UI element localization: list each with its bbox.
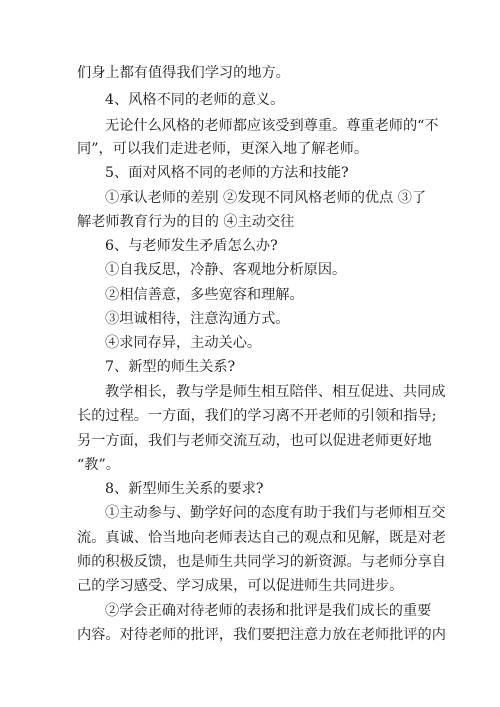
section-heading: 6、与老师发生矛盾怎么办? <box>105 238 278 254</box>
list-item: ③坦诚相待，注意沟通方式。 <box>105 311 290 327</box>
section-heading: 8、新型师生关系的要求? <box>105 481 264 497</box>
section-heading: 5、面对风格不同的老师的方法和技能? <box>105 165 349 181</box>
list-item: ②相信善意，多些宽容和理解。 <box>105 287 304 303</box>
text-line: ①主动参与、勤学好问的态度有助于我们与老师相互交 <box>105 505 446 521</box>
text-line: 无论什么风格的老师都应该受到尊重。尊重老师的“不 <box>105 118 439 134</box>
text-line: ①承认老师的差别 ②发现不同风格老师的优点 ③了 <box>105 190 427 206</box>
text-line: 教学相长，教与学是师生相互陪伴、相互促进、共同成 <box>105 384 446 400</box>
list-item: ④求同存异，主动关心。 <box>105 335 262 351</box>
text-line: 另一方面，我们与老师交流互动，也可以促进老师更好地 <box>77 433 432 449</box>
text-line: 长的过程。一方面，我们的学习离不开老师的引领和指导; <box>77 408 437 424</box>
text-line: 流。真诚、恰当地向老师表达自己的观点和见解，既是对老 <box>77 530 446 546</box>
text-line: “教”。 <box>77 457 120 473</box>
section-heading: 7、新型的师生关系? <box>105 359 236 375</box>
section-heading: 4、风格不同的老师的意义。 <box>105 92 285 108</box>
list-item: ①自我反思，冷静、客观地分析原因。 <box>105 262 347 278</box>
text-line: 己的学习感受、学习成果，可以促进师生共同进步。 <box>77 578 404 594</box>
text-line: 解老师教育行为的目的 ④主动交往 <box>77 214 295 230</box>
text-line: 内容。对待老师的批评，我们要把注意力放在老师批评的内 <box>77 627 446 643</box>
text-line: ②学会正确对待老师的表扬和批评是我们成长的重要 <box>105 603 432 619</box>
text-line: 师的积极反馈，也是师生共同学习的新资源。与老师分享自 <box>77 554 446 570</box>
text-line: 们身上都有值得我们学习的地方。 <box>77 65 290 81</box>
text-line: 同”，可以我们走进老师，更深入地了解老师。 <box>77 141 369 157</box>
